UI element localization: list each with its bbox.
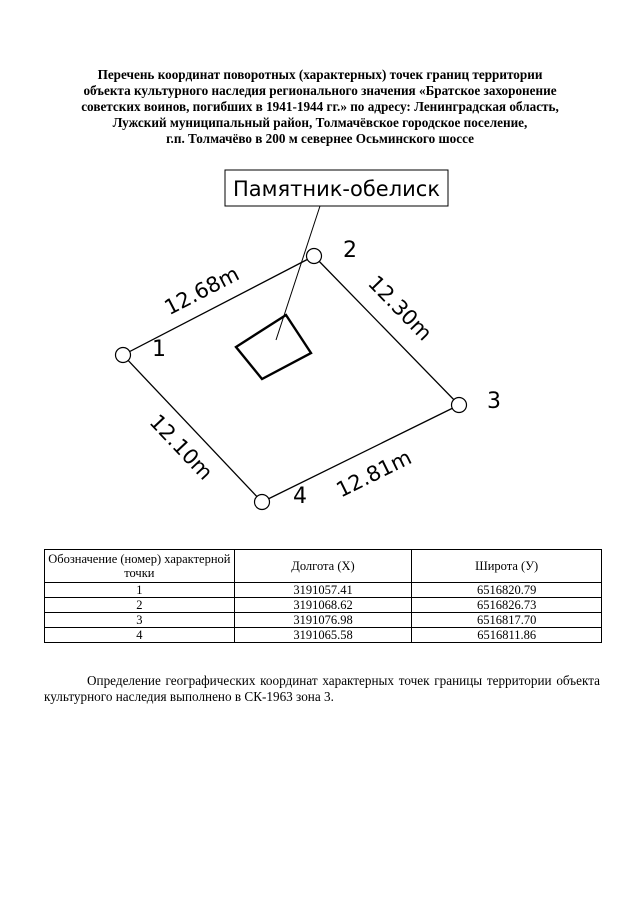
table-header-longitude: Долгота (X) [234,550,412,583]
table-header-point: Обозначение (номер) характерной точки [45,550,235,583]
cell-longitude: 3191076.98 [234,613,412,628]
monument-footprint [236,315,311,379]
cell-latitude: 6516817.70 [412,613,602,628]
cell-point: 2 [45,598,235,613]
point-label-4: 4 [293,484,307,509]
title-line: советских воинов, погибших в 1941-1944 гг.» по адресу: Ленинградская область, [81,99,559,114]
distance-label-4-1: 12.10m [144,409,218,485]
point-label-2: 2 [343,238,357,263]
cell-latitude: 6516820.79 [412,583,602,598]
point-marker-1 [116,348,131,363]
point-label-3: 3 [487,389,501,414]
document-title [40,67,600,147]
distance-label-3-4: 12.81m [332,445,416,503]
title-line: г.п. Толмачёво в 200 м севернее Осьминского шоссе [166,131,474,146]
monument-label: Памятник-обелиск [232,177,441,201]
site-plan-diagram [0,160,640,525]
distance-label-1-2: 12.68m [160,261,244,320]
point-marker-3 [452,398,467,413]
cell-longitude: 3191065.58 [234,628,412,643]
coordinates-table [44,549,602,643]
cell-latitude: 6516826.73 [412,598,602,613]
point-marker-2 [307,249,322,264]
table-header-latitude: Широта (У) [412,550,602,583]
table-row [45,583,602,598]
table-header-row [45,550,602,583]
cell-latitude: 6516811.86 [412,628,602,643]
table-row [45,628,602,643]
boundary-line-4-1 [123,355,262,502]
point-marker-4 [255,495,270,510]
point-label-1: 1 [152,337,166,362]
table-row [45,613,602,628]
cell-longitude: 3191068.62 [234,598,412,613]
cell-longitude: 3191057.41 [234,583,412,598]
cell-point: 4 [45,628,235,643]
table-row [45,598,602,613]
distance-label-2-3: 12.30m [363,270,437,346]
title-line: Перечень координат поворотных (характерных) точек границ территории [97,67,543,82]
cell-point: 1 [45,583,235,598]
coordinate-system-note: Определение географических координат характерных точек границы территории объекта культурного наследия выполнено в СК-1963 зона 3. [44,673,600,704]
title-line: Лужский муниципальный район, Толмачёвское городское поселение, [112,115,528,130]
title-line: объекта культурного наследия регионального значения «Братское захоронение [83,83,557,98]
cell-point: 3 [45,613,235,628]
